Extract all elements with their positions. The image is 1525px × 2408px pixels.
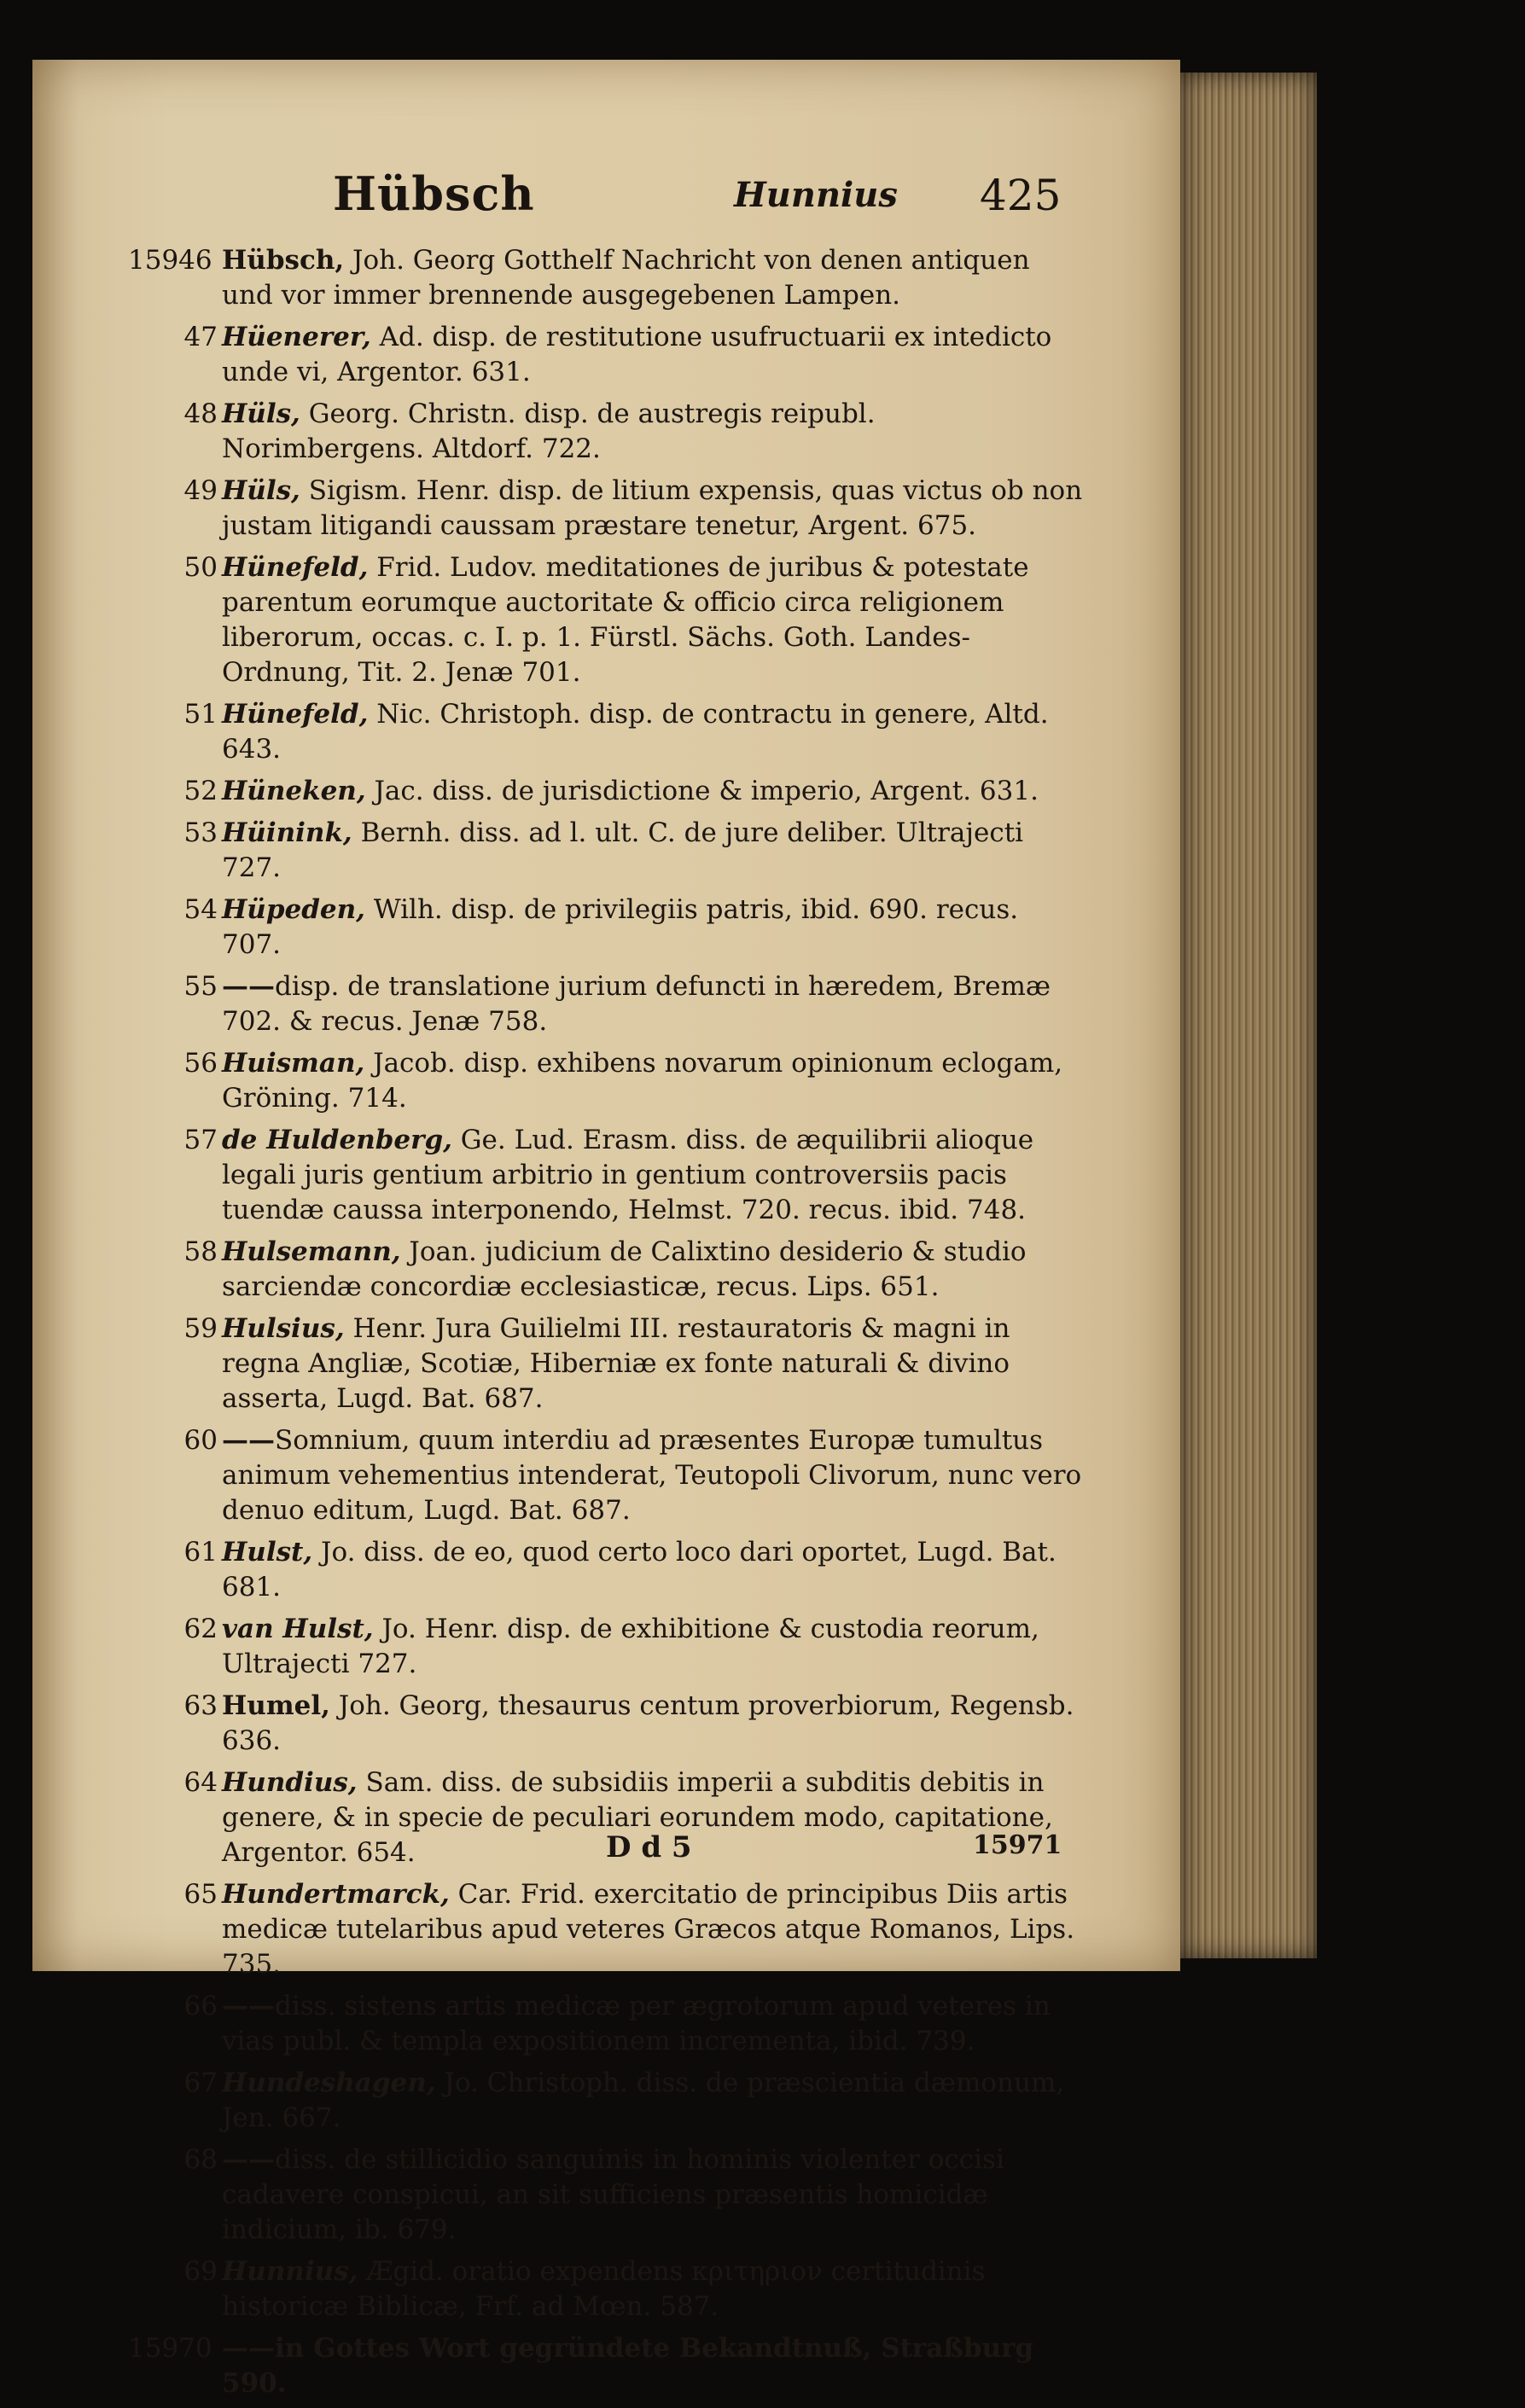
entry-author: Hübsch, xyxy=(222,245,345,276)
entry-text: Frid. Ludov. meditationes de juribus & potestate parentum eorumque auctoritate & officio circa religionem liberorum, occas. c. I. p. 1. Fürstl. Sächs. Goth. Landes-Ordnung, Tit. 2. Jenæ 701. xyxy=(222,552,1029,688)
entry-text: Somnium, quum interdiu ad præsentes Europæ tumultus animum vehementius intenderat, Teutopoli Clivorum, nunc vero denuo editum, Lugd. Bat. 687. xyxy=(222,1425,1082,1526)
entry-number: 47 xyxy=(183,322,218,352)
entry-69 xyxy=(137,2254,1084,2324)
entry-number: 59 xyxy=(183,1313,218,1344)
entry-number: 67 xyxy=(183,2068,218,2098)
entry-author: Hüpeden, xyxy=(222,894,365,925)
entry-number: 15970 xyxy=(128,2333,212,2364)
entry-60 xyxy=(137,1423,1084,1528)
entry-author: Huisman, xyxy=(222,1048,365,1079)
entry-57 xyxy=(137,1123,1084,1228)
entry-dash: —— xyxy=(222,2144,275,2175)
entry-text: Joh. Georg Gotthelf Nachricht von denen antiquen und vor immer brennende ausgegebenen Lampen. xyxy=(222,245,1030,311)
entry-48 xyxy=(137,397,1084,467)
entry-number: 61 xyxy=(183,1537,218,1568)
entry-author: Humel, xyxy=(222,1690,330,1721)
entry-dash: —— xyxy=(222,2333,275,2364)
entry-number: 63 xyxy=(183,1690,218,1721)
entry-author: van Hulst, xyxy=(222,1614,374,1644)
entry-author: Hunnius, xyxy=(222,2256,358,2287)
entry-65 xyxy=(137,1877,1084,1982)
entry-number: 52 xyxy=(183,776,218,806)
entry-text: Ad. disp. de restitutione usufructuarii ex intedicto unde vi, Argentor. 631. xyxy=(222,322,1052,387)
entry-text: Jac. diss. de jurisdictione & imperio, Argent. 631. xyxy=(365,776,1039,806)
entry-50 xyxy=(137,550,1084,690)
entry-number: 66 xyxy=(183,1991,218,2021)
entry-text: Georg. Christn. disp. de austregis reipubl. Norimbergens. Altdorf. 722. xyxy=(222,398,876,464)
entry-author: Hundeshagen, xyxy=(222,2068,436,2098)
entry-text: in Gottes Wort gegründete Bekandtnuß, Straßburg 590. xyxy=(222,2333,1034,2399)
entry-number: 56 xyxy=(183,1048,218,1079)
entry-number: 53 xyxy=(183,817,218,848)
entry-text: Ge. Lud. Erasm. diss. de æquilibrii alioque legali juris gentium arbitrio in gentium controversiis pacis tuendæ caussa interponendo, Helmst. 720. recus. ibid. 748. xyxy=(222,1125,1034,1225)
entry-text: diss. de stillicidio sanguinis in hominis violenter occisi cadavere conspicui, an sit sufficiens præsentis homicidæ indicium, ib. 679. xyxy=(222,2144,1004,2245)
entry-number: 58 xyxy=(183,1236,218,1267)
entry-author: Hundertmarck, xyxy=(222,1879,450,1910)
entry-54 xyxy=(137,893,1084,963)
entry-author: Hünefeld, xyxy=(222,699,369,730)
entry-author: Hüneken, xyxy=(222,776,366,806)
entry-number: 48 xyxy=(183,398,218,429)
entry-number: 57 xyxy=(183,1125,218,1155)
entry-15970 xyxy=(128,2331,1084,2401)
entry-number: 51 xyxy=(183,699,218,730)
entry-number: 65 xyxy=(183,1879,218,1910)
entry-number: 62 xyxy=(183,1614,218,1644)
entry-number: 49 xyxy=(183,475,218,506)
entry-number: 15946 xyxy=(128,245,212,276)
entry-author: Hüls, xyxy=(222,398,300,429)
entry-number: 68 xyxy=(183,2144,218,2175)
signature-mark: D d 5 xyxy=(606,1830,692,1864)
entry-text: Nic. Christoph. disp. de contractu in genere, Altd. 643. xyxy=(222,699,1049,765)
entry-67 xyxy=(137,2066,1084,2136)
entry-number: 50 xyxy=(183,552,218,583)
entry-55 xyxy=(137,969,1084,1039)
entry-15946 xyxy=(128,243,1084,313)
entry-56 xyxy=(137,1046,1084,1116)
entry-text: Ægid. oratio expendens κριτηριον certitudinis historicæ Biblicæ, Frf. ad Mœn. 587. xyxy=(222,2256,986,2322)
entry-author: Hulst, xyxy=(222,1537,313,1568)
entry-author: Hulsemann, xyxy=(222,1236,401,1267)
entry-61 xyxy=(137,1535,1084,1605)
entry-author: Hüinink, xyxy=(222,817,352,848)
entry-text: Joan. judicium de Calixtino desiderio & studio sarciendæ concordiæ ecclesiasticæ, recus. Lips. 651. xyxy=(222,1236,1027,1302)
entry-text: Jacob. disp. exhibens novarum opinionum eclogam, Gröning. 714. xyxy=(222,1048,1063,1114)
entry-62 xyxy=(137,1612,1084,1682)
entry-dash: —— xyxy=(222,971,275,1002)
entry-number: 55 xyxy=(183,971,218,1002)
entry-number: 54 xyxy=(183,894,218,925)
entry-number: 60 xyxy=(183,1425,218,1456)
entry-number: 64 xyxy=(183,1767,218,1798)
entry-author: Hundius, xyxy=(222,1767,358,1798)
entry-text: Sigism. Henr. disp. de litium expensis, quas victus ob non justam litigandi caussam præstare tenetur, Argent. 675. xyxy=(222,475,1083,541)
entry-author: Hünefeld, xyxy=(222,552,369,583)
entry-dash: —— xyxy=(222,1991,275,2021)
running-head-center: Hunnius xyxy=(734,175,898,215)
entry-63 xyxy=(137,1689,1084,1759)
entry-59 xyxy=(137,1312,1084,1416)
running-head-left: Hübsch xyxy=(333,166,535,221)
catchword: 15971 xyxy=(973,1830,1062,1860)
catalog-entries xyxy=(128,243,1084,2408)
entry-text: Bernh. diss. ad l. ult. C. de jure deliber. Ultrajecti 727. xyxy=(222,817,1024,883)
entry-text: Car. Frid. exercitatio de principibus Diis artis medicæ tutelaribus apud veteres Græcos atque Romanos, Lips. 735. xyxy=(222,1879,1075,1980)
entry-text: Henr. Jura Guilielmi III. restauratoris & magni in regna Angliæ, Scotiæ, Hiberniæ ex fonte naturali & divino asserta, Lugd. Bat. 687. xyxy=(222,1313,1010,1414)
page-edges xyxy=(1180,73,1317,1958)
entry-51 xyxy=(137,697,1084,767)
entry-author: Hüls, xyxy=(222,475,300,506)
entry-author: de Huldenberg, xyxy=(222,1125,452,1155)
entry-66 xyxy=(137,1989,1084,2059)
entry-text: diss. sistens artis medicæ per ægrotorum apud veteres in vias publ. & templa expositionem incrementa, ibid. 739. xyxy=(222,1991,1051,2056)
entry-52 xyxy=(137,774,1084,809)
entry-author: Hulsius, xyxy=(222,1313,345,1344)
entry-text: Joh. Georg, thesaurus centum proverbiorum, Regensb. 636. xyxy=(222,1690,1074,1756)
entry-68 xyxy=(137,2143,1084,2248)
entry-text: Jo. Henr. disp. de exhibitione & custodia reorum, Ultrajecti 727. xyxy=(222,1614,1039,1679)
entry-text: disp. de translatione jurium defuncti in hæredem, Bremæ 702. & recus. Jenæ 758. xyxy=(222,971,1051,1037)
entry-53 xyxy=(137,816,1084,886)
entry-text: Wilh. disp. de privilegiis patris, ibid. 690. recus. 707. xyxy=(222,894,1019,960)
entry-47 xyxy=(137,320,1084,390)
entry-58 xyxy=(137,1235,1084,1305)
page-number: 425 xyxy=(980,171,1062,220)
entry-text: Sam. diss. de subsidiis imperii a subditis debitis in genere, & in specie de peculiari eorundem modo, capitatione, Argentor. 654. xyxy=(222,1767,1053,1868)
entry-49 xyxy=(137,474,1084,544)
entry-dash: —— xyxy=(222,1425,275,1456)
entry-text: Jo. diss. de eo, quod certo loco dari oportet, Lugd. Bat. 681. xyxy=(222,1537,1056,1602)
entry-author: Hüenerer, xyxy=(222,322,371,352)
entry-number: 69 xyxy=(183,2256,218,2287)
entry-text: Jo. Christoph. diss. de præscientia dæmonum, Jen. 667. xyxy=(222,2068,1065,2133)
